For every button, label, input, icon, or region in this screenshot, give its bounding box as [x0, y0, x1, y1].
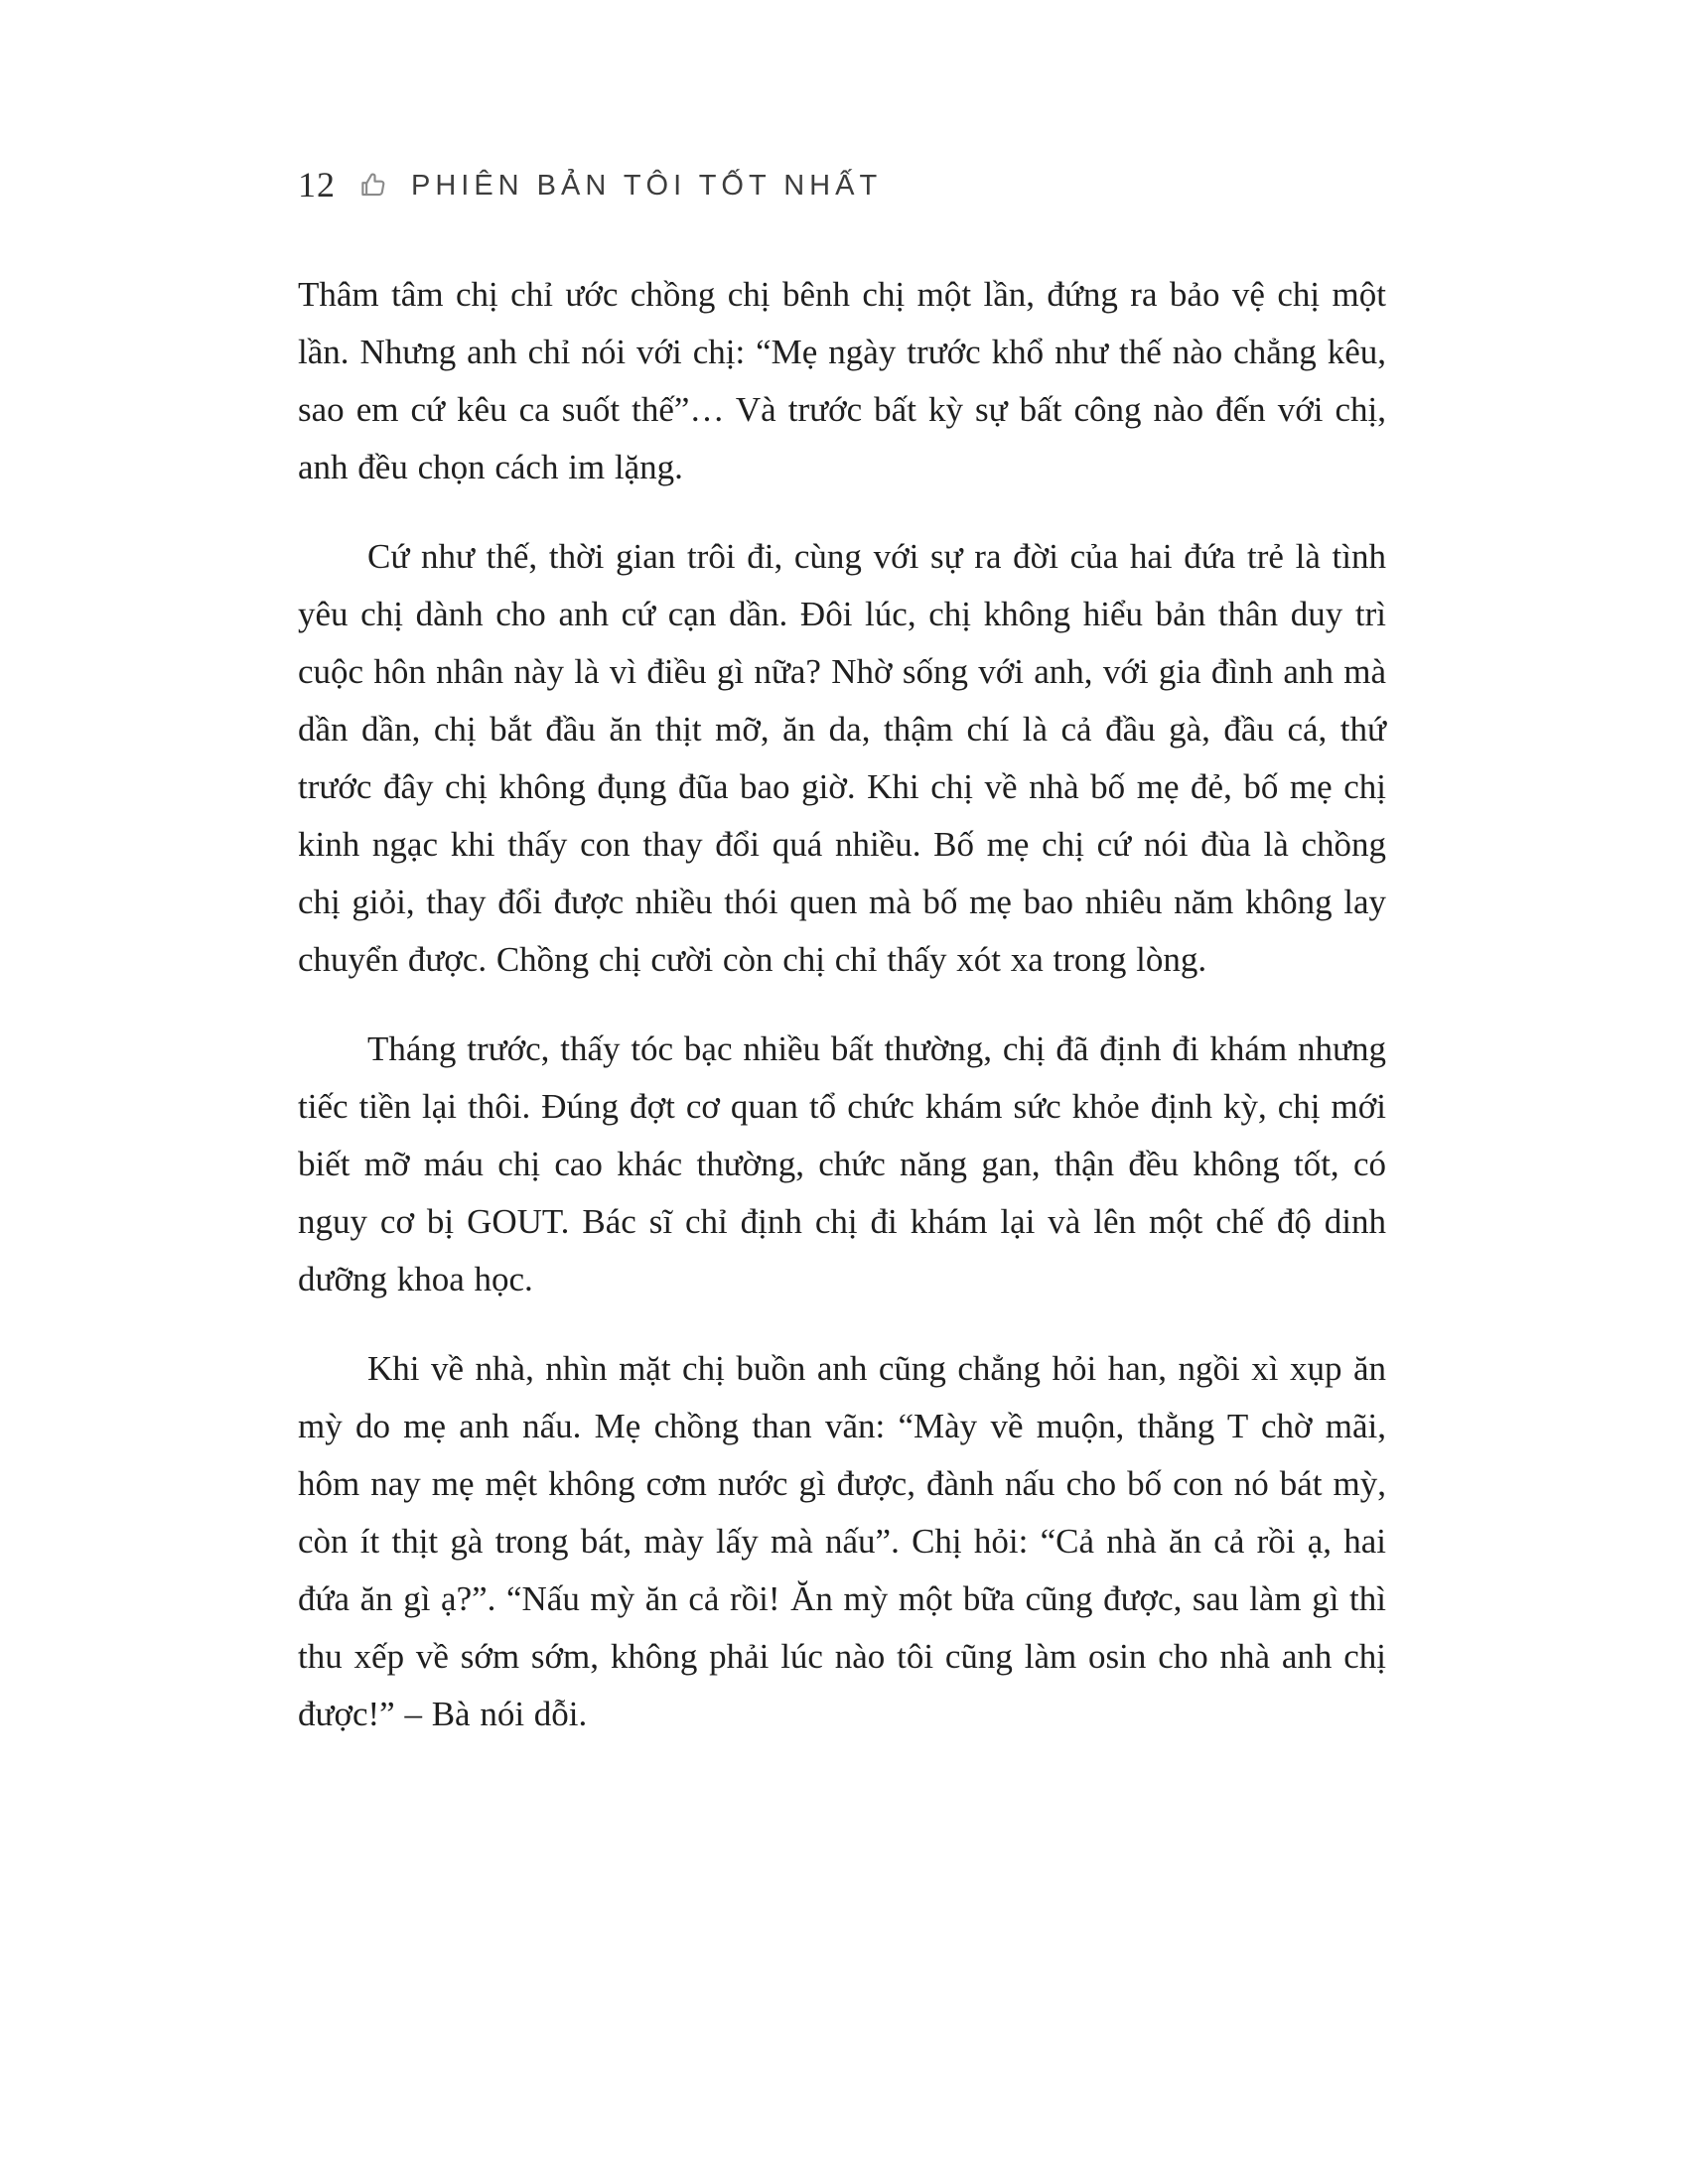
page-number: 12	[298, 165, 336, 205]
paragraph: Khi về nhà, nhìn mặt chị buồn anh cũng chẳng hỏi han, ngồi xì xụp ăn mỳ do mẹ anh nấu. Mẹ chồng than vãn: “Mày về muộn, thằng T chờ mãi, hôm nay mẹ mệt không cơm nước gì được, đành nấu cho bố con nó bát mỳ, còn ít thịt gà trong bát, mày lấy mà nấu”. Chị hỏi: “Cả nhà ăn cả rồi ạ, hai đứa ăn gì ạ?”. “Nấu mỳ ăn cả rồi! Ăn mỳ một bữa cũng được, sau làm gì thì thu xếp về sớm sớm, không phải lúc nào tôi cũng làm osin cho nhà anh chị được!” – Bà nói dỗi.	[298, 1349, 1386, 1733]
paragraph: Cứ như thế, thời gian trôi đi, cùng với sự ra đời của hai đứa trẻ là tình yêu chị dành cho anh cứ cạn dần. Đôi lúc, chị không hiểu bản thân duy trì cuộc hôn nhân này là vì điều gì nữa? Nhờ sống với anh, với gia đình anh mà dần dần, chị bắt đầu ăn thịt mỡ, ăn da, thậm chí là cả đầu gà, đầu cá, thứ trước đây chị không đụng đũa bao giờ. Khi chị về nhà bố mẹ đẻ, bố mẹ chị kinh ngạc khi thấy con thay đổi quá nhiều. Bố mẹ chị cứ nói đùa là chồng chị giỏi, thay đổi được nhiều thói quen mà bố mẹ bao nhiêu năm không lay chuyển được. Chồng chị cười còn chị chỉ thấy xót xa trong lòng.	[298, 537, 1386, 979]
running-title: PHIÊN BẢN TÔI TỐT NHẤT	[411, 169, 883, 202]
paragraph: Tháng trước, thấy tóc bạc nhiều bất thường, chị đã định đi khám nhưng tiếc tiền lại thôi. Đúng đợt cơ quan tổ chức khám sức khỏe định kỳ, chị mới biết mỡ máu chị cao khác thường, chức năng gan, thận đều không tốt, có nguy cơ bị GOUT. Bác sĩ chỉ định chị đi khám lại và lên một chế độ dinh dưỡng khoa học.	[298, 1029, 1386, 1298]
paragraph: Thâm tâm chị chỉ ước chồng chị bênh chị một lần, đứng ra bảo vệ chị một lần. Nhưng anh chỉ nói với chị: “Mẹ ngày trước khổ như thế nào chẳng kêu, sao em cứ kêu ca suốt thế”… Và trước bất kỳ sự bất công nào đến với chị, anh đều chọn cách im lặng.	[298, 275, 1386, 486]
page-header	[298, 167, 1390, 203]
thumbs-up-icon	[357, 169, 389, 201]
body-text	[298, 266, 1386, 1775]
